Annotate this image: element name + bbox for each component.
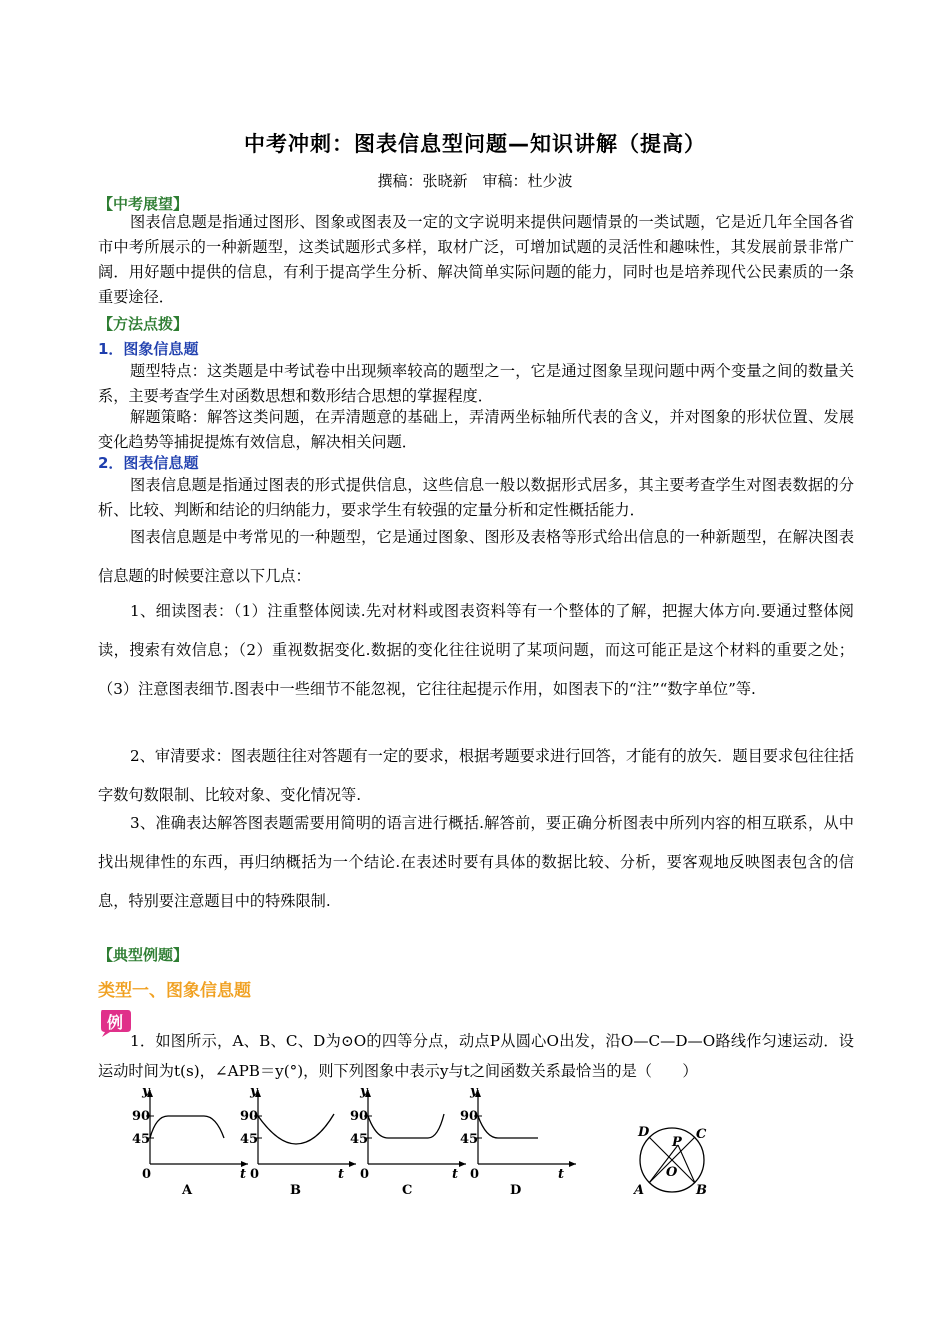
authors-line: 撰稿：张晓新 审稿：杜少波 (377, 172, 573, 190)
graph-d-tick-90: 90 (460, 1109, 479, 1124)
circle-label-b: B (696, 1183, 707, 1198)
graph-d-tick-45: 45 (460, 1132, 479, 1147)
graph-d-option-label: D (510, 1183, 522, 1198)
badge-label: 例 (106, 1013, 124, 1032)
graph-d-y-label: y (470, 1086, 478, 1099)
graph-b-option-label: B (290, 1183, 301, 1198)
chart-info-paragraph-1: 图表信息题是指通过图表的形式提供信息，这些信息一般以数据形式居多，其主要考查学生对图表数据的分析、比较、判断和结论的归纳能力，要求学生有较强的定量分析和定性概括能力． (98, 476, 854, 519)
graph-option-a[interactable] (130, 1086, 250, 1198)
graph-b-x-label: t (338, 1167, 345, 1182)
graph-d-origin: 0 (470, 1167, 480, 1182)
graph-option-c[interactable] (348, 1086, 468, 1198)
graph-a-x-label: t (240, 1167, 247, 1182)
chart-info-paragraph-2: 图表信息题是中考常见的一种题型，它是通过图象、图形及表格等形式给出信息的一种新题型，在解决图表信息题的时候要注意以下几点： (98, 528, 854, 585)
point-3-paragraph: 3、准确表达解答图表题需要用简明的语言进行概括.解答前，要正确分析图表中所列内容的相互联系，从中找出规律性的东西，再归纳概括为一个结论.在表述时要有具体的数据比较、分析，要客观地反映图表包含的信息，特别要注意题目中的特殊限制. (98, 814, 854, 910)
circle-label-d: D (638, 1125, 650, 1140)
subsection-chart-info-heading: 2．图表信息题 (98, 454, 199, 472)
graph-c-origin: 0 (360, 1167, 370, 1182)
graph-c-tick-90: 90 (350, 1109, 369, 1124)
graph-b-curve (258, 1114, 334, 1144)
graph-a-option-label: A (182, 1183, 193, 1198)
circle-diagram (628, 1120, 714, 1202)
image-info-strategy-paragraph: 解题策略：解答这类问题，在弄清题意的基础上，弄清两坐标轴所代表的含义，并对图象的形状位置、发展变化趋势等捕捉提炼有效信息，解决相关问题． (98, 408, 854, 451)
subsection-image-info-heading: 1．图象信息题 (98, 340, 199, 358)
circle-label-c: C (696, 1127, 707, 1142)
image-info-features-paragraph: 题型特点：这类题是中考试卷中出现频率较高的题型之一，它是通过图象呈现问题中两个变量之间的数量关系，主要考查学生对函数思想和数形结合思想的掌握程度． (98, 362, 854, 405)
circle-label-p: P (672, 1135, 682, 1150)
point-1-paragraph: 1、细读图表：（1）注重整体阅读.先对材料或图表资料等有一个整体的了解，把握大体方向.要通过整体阅读，搜索有效信息；（2）重视数据变化.数据的变化往往说明了某项问题，而这可能正是这个材料的重要之处；（3）注意图表细节.图表中一些细节不能忽视，它往往起提示作用，如图表下的“注”“数字单位”等. (98, 602, 854, 698)
graph-c-option-label: C (402, 1183, 413, 1198)
graph-c-tick-45: 45 (350, 1132, 369, 1147)
graph-option-d[interactable] (458, 1086, 578, 1198)
graph-a-curve (150, 1116, 224, 1138)
graph-a-tick-45: 45 (132, 1132, 151, 1147)
graph-a-tick-90: 90 (132, 1109, 151, 1124)
section-outlook-heading: 【中考展望】 (98, 195, 189, 213)
graph-c-x-label: t (452, 1167, 459, 1182)
graph-d-x-label: t (558, 1167, 565, 1182)
graph-d-curve (478, 1116, 538, 1138)
question-1-text: 1．如图所示，A、B、C、D为⊙O的四等分点，动点P从圆心O出发，沿O—C—D—O路线作匀速运动．设运动时间为t(s)，∠APB＝y(°)，则下列图象中表示y与t之间函数关系最恰当的是（ ） (98, 1032, 854, 1080)
graph-b-tick-45: 45 (240, 1132, 259, 1147)
type-one-heading: 类型一、图象信息题 (98, 981, 251, 1001)
circle-label-a: A (634, 1183, 645, 1198)
page-title: 中考冲刺：图表信息型问题—知识讲解（提高） (244, 132, 706, 156)
graph-b-tick-90: 90 (240, 1109, 259, 1124)
graph-b-y-label: y (250, 1086, 258, 1099)
section-examples-heading: 【典型例题】 (98, 946, 189, 964)
graph-b-origin: 0 (250, 1167, 260, 1182)
graph-a-y-label: y (142, 1086, 150, 1099)
outlook-paragraph: 图表信息题是指通过图形、图象或图表及一定的文字说明来提供问题情景的一类试题，它是近几年全国各省市中考所展示的一种新题型，这类试题形式多样，取材广泛，可增加试题的灵活性和趣味性，其发展前景非常广阔．用好题中提供的信息，有利于提高学生分析、解决简单实际问题的能力，同时也是培养现代公民素质的一条重要途径． (98, 213, 854, 306)
point-2-paragraph: 2、审清要求：图表题往往对答题有一定的要求，根据考题要求进行回答，才能有的放矢．题目要求包往往括字数句数限制、比较对象、变化情况等. (98, 747, 854, 804)
section-method-heading: 【方法点拨】 (98, 315, 189, 333)
graph-c-curve (368, 1114, 444, 1138)
graph-option-b[interactable] (238, 1086, 358, 1198)
graph-c-y-label: y (360, 1086, 368, 1099)
circle-label-o: O (666, 1165, 678, 1180)
graph-a-origin: 0 (142, 1167, 152, 1182)
